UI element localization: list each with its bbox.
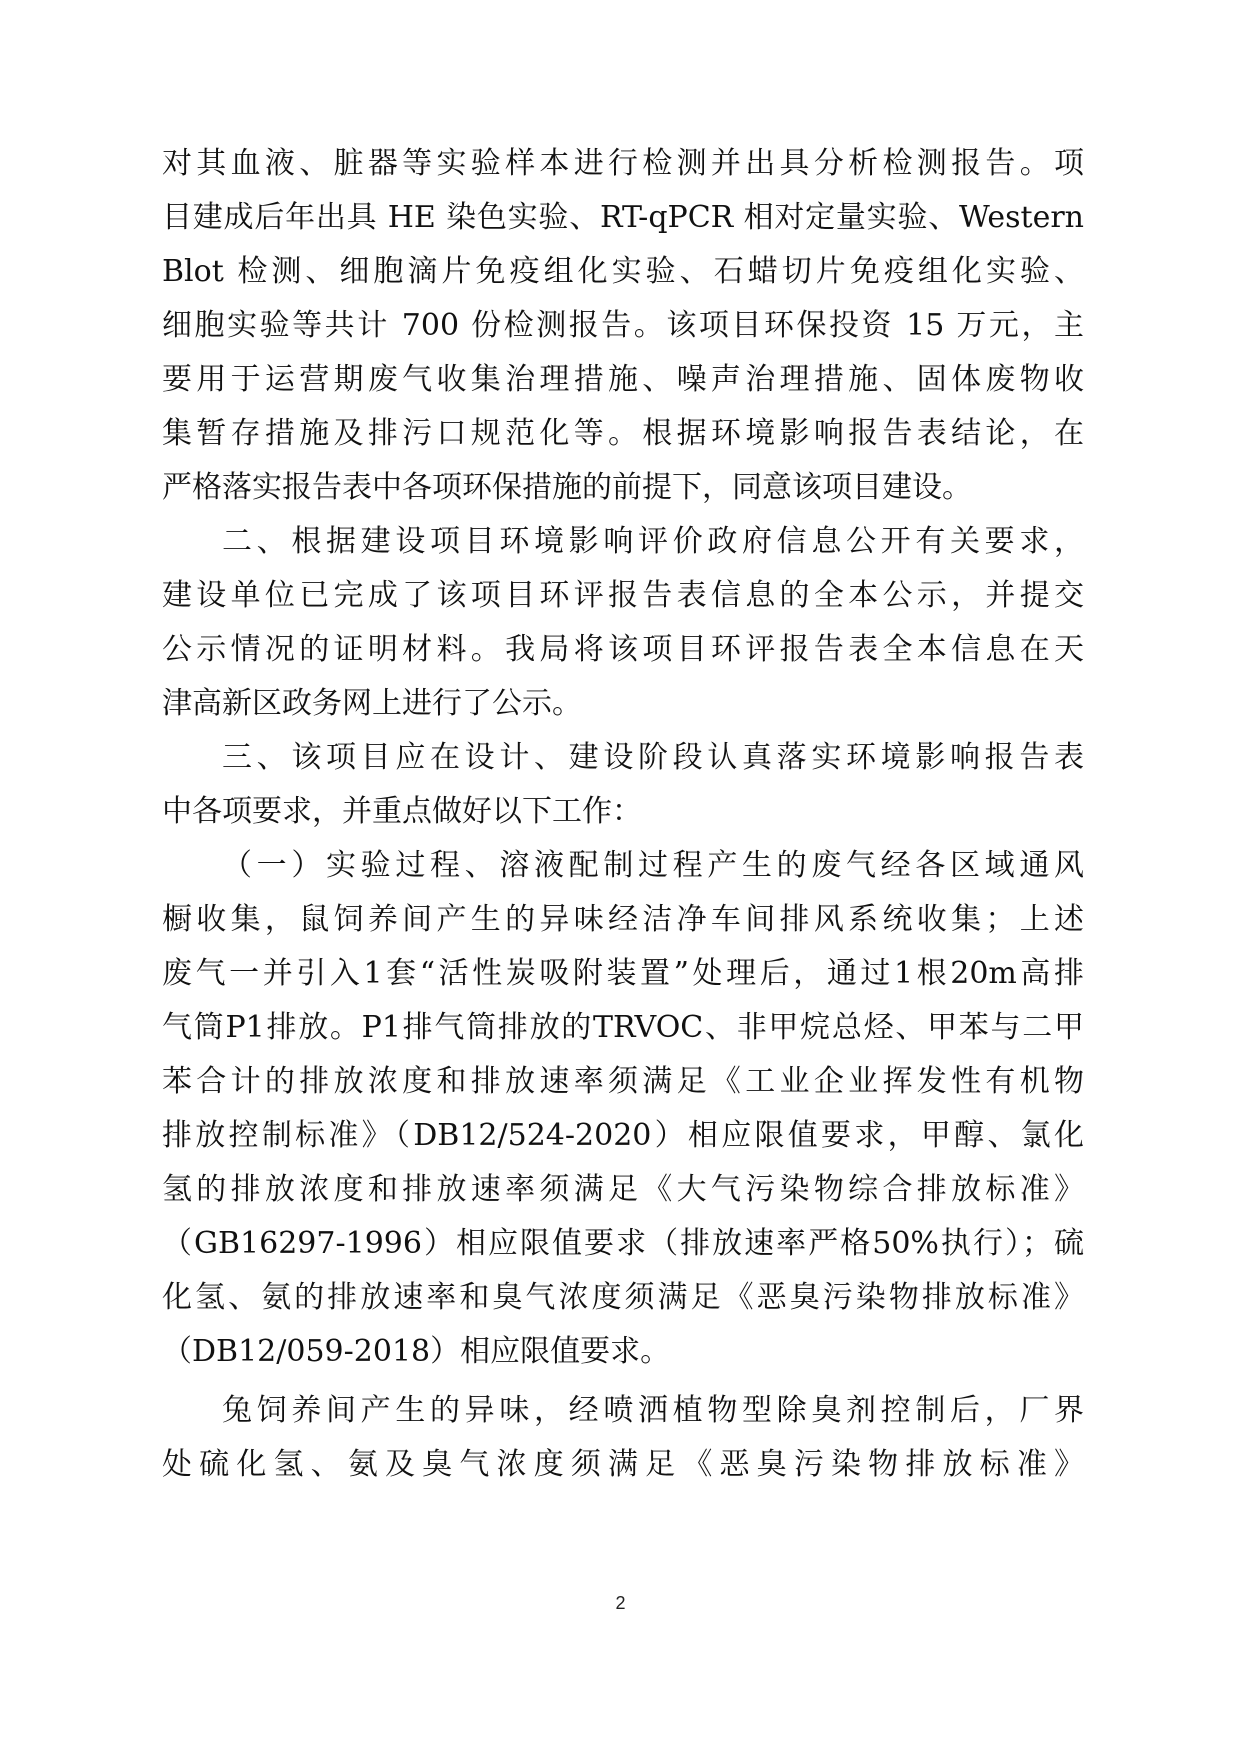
text-line-19: 排放控制标准》（DB12/524-2020）相应限值要求，甲醇、氯化 <box>162 1118 1084 1153</box>
text-line-3: Blot 检测、细胞滴片免疫组化实验、石蜡切片免疫组化实验、 <box>162 254 1084 289</box>
text-line-2: 目建成后年出具 HE 染色实验、RT-qPCR 相对定量实验、Western <box>162 200 1084 235</box>
text-line-11: 津高新区政务网上进行了公示。 <box>162 686 582 721</box>
text-line-16: 废气一并引入1套“活性炭吸附装置”处理后，通过1根20m高排 <box>162 956 1084 991</box>
text-line-6: 集暂存措施及排污口规范化等。根据环境影响报告表结论，在 <box>162 416 1084 451</box>
text-line-17: 气筒P1排放。P1排气筒排放的TRVOC、非甲烷总烃、甲苯与二甲 <box>162 1010 1084 1045</box>
text-line-1: 对其血液、脏器等实验样本进行检测并出具分析检测报告。项 <box>162 146 1084 181</box>
text-line-15: 橱收集，鼠饲养间产生的异味经洁净车间排风系统收集；上述 <box>162 902 1084 937</box>
text-line-25: 处硫化氢、氨及臭气浓度须满足《恶臭污染物排放标准》 <box>162 1447 1084 1482</box>
text-line-10: 公示情况的证明材料。我局将该项目环评报告表全本信息在天 <box>162 632 1084 667</box>
text-line-5: 要用于运营期废气收集治理措施、噪声治理措施、固体废物收 <box>162 362 1084 397</box>
text-line-9: 建设单位已完成了该项目环评报告表信息的全本公示，并提交 <box>162 578 1084 613</box>
text-line-14: （一）实验过程、溶液配制过程产生的废气经各区域通风 <box>222 848 1084 883</box>
text-line-13: 中各项要求，并重点做好以下工作： <box>162 794 642 829</box>
text-line-23: （DB12/059-2018）相应限值要求。 <box>162 1334 671 1369</box>
text-line-7: 严格落实报告表中各项环保措施的前提下，同意该项目建设。 <box>162 470 972 505</box>
text-line-22: 化氢、氨的排放速率和臭气浓度须满足《恶臭污染物排放标准》 <box>162 1280 1084 1315</box>
text-line-18: 苯合计的排放浓度和排放速率须满足《工业企业挥发性有机物 <box>162 1064 1084 1099</box>
text-line-12: 三、该项目应在设计、建设阶段认真落实环境影响报告表 <box>222 740 1084 775</box>
text-line-20: 氢的排放浓度和排放速率须满足《大气污染物综合排放标准》 <box>162 1172 1084 1207</box>
text-line-8: 二、根据建设项目环境影响评价政府信息公开有关要求， <box>222 524 1084 559</box>
text-line-21: （GB16297-1996）相应限值要求（排放速率严格50%执行）；硫 <box>162 1226 1084 1261</box>
text-line-24: 兔饲养间产生的异味，经喷洒植物型除臭剂控制后，厂界 <box>222 1393 1084 1428</box>
page-number: 2 <box>615 1593 626 1613</box>
text-line-4: 细胞实验等共计 700 份检测报告。该项目环保投资 15 万元，主 <box>162 308 1084 343</box>
